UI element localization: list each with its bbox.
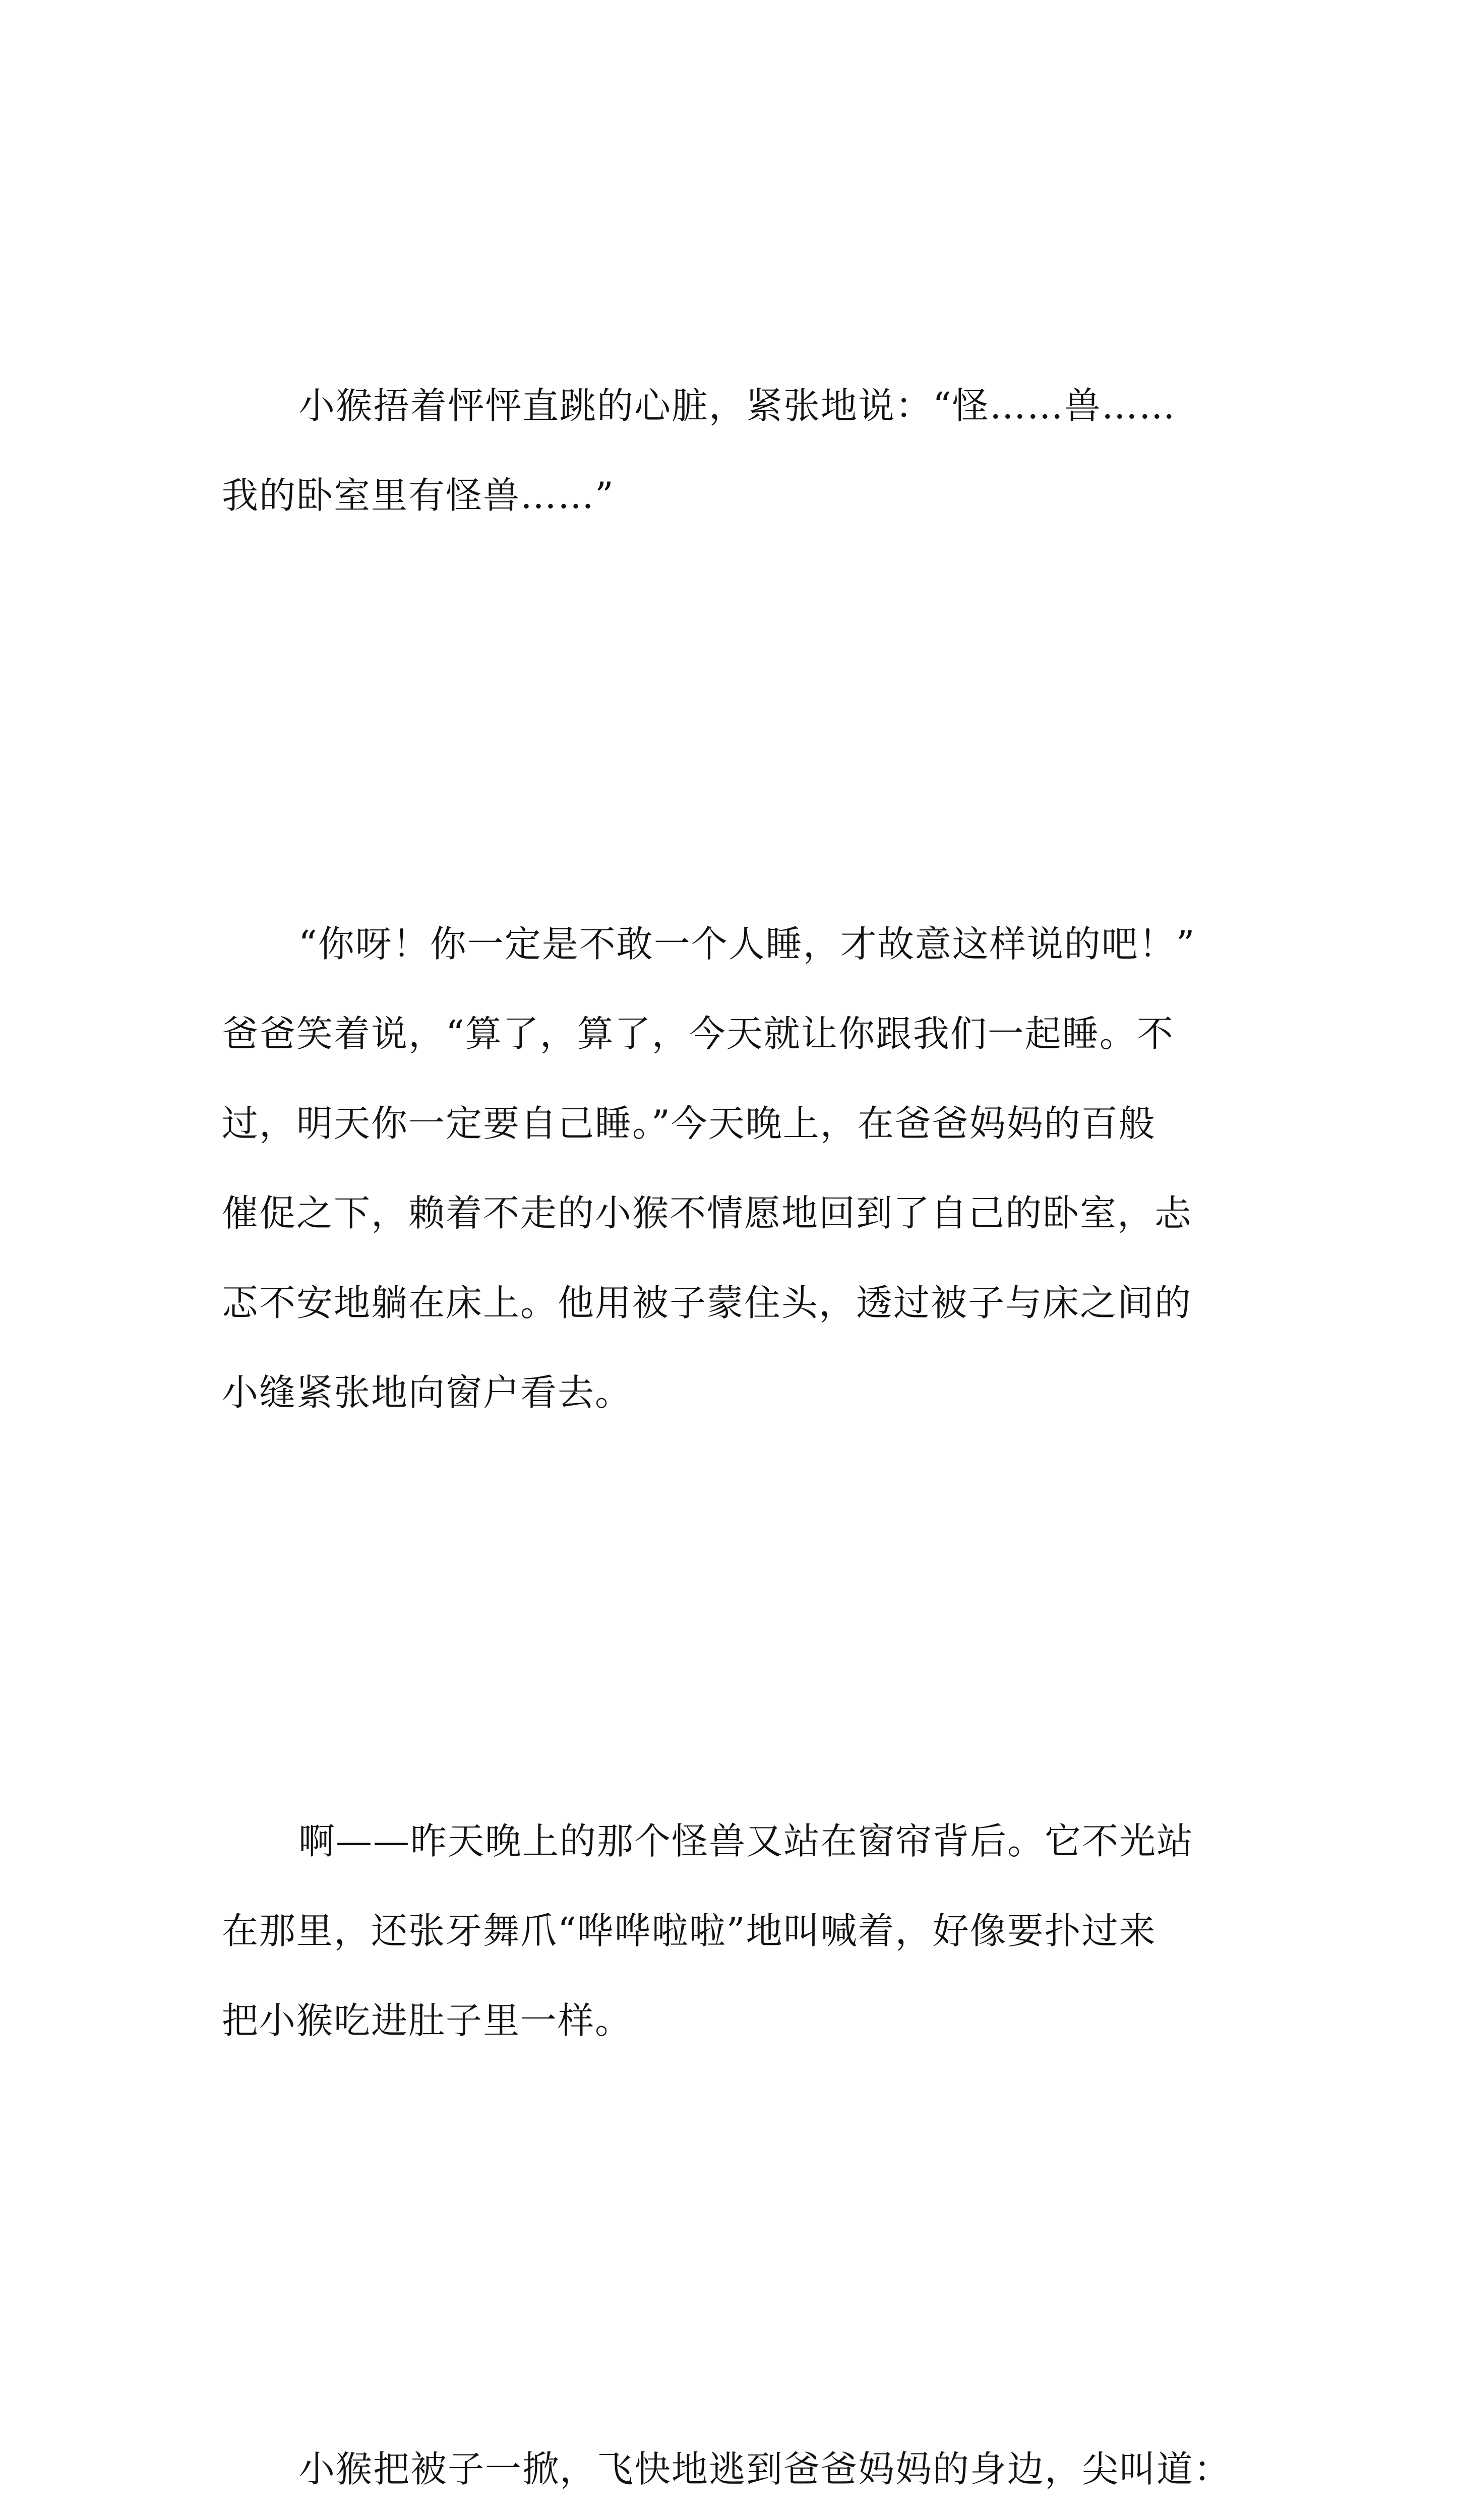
text-line: 催促之下，赖着不走的小猴不情愿地回到了自己的卧室，忐: [222, 1192, 1192, 1234]
story-text: [222, 181, 1240, 2520]
text-line: 小猴捂着怦怦直跳的心脏，紧张地说：“怪……兽……: [298, 385, 1176, 427]
text-line: 过，明天你一定要自己睡。”今天晚上，在爸爸妈妈的百般: [222, 1102, 1156, 1145]
text-line: 爸爸笑着说，“算了，算了，今天就让你跟我们一起睡。不: [222, 1013, 1174, 1055]
text-line: “你呀！你一定是不敢一个人睡，才故意这样说的吧！”: [298, 923, 1196, 965]
text-line: 啊——昨天晚上的那个怪兽又站在窗帘背后。它不光站: [298, 1820, 1194, 1862]
text-line: 我的卧室里有怪兽……”: [222, 474, 615, 517]
paragraph: [222, 720, 1240, 1617]
text-line: 在那里，还张牙舞爪“哗哗啦啦”地叫喊着，好像要扑过来: [222, 1910, 1157, 1952]
text-line: [145, 2514, 1240, 2520]
text-line: 小猴把被子一掀，飞快地逃到爸爸妈妈的身边，尖叫道：: [298, 2448, 1232, 2490]
paragraph: [222, 2245, 1240, 2520]
text-line: 小缝紧张地向窗户看去。: [222, 1371, 633, 1414]
text-line: 忑不安地躺在床上。他用被子蒙住头，透过被子与床之间的: [222, 1282, 1192, 1324]
paragraph: [222, 181, 1240, 720]
text-line: 把小猴吃进肚子里一样。: [222, 1999, 633, 2042]
paragraph: [222, 1617, 1240, 2245]
